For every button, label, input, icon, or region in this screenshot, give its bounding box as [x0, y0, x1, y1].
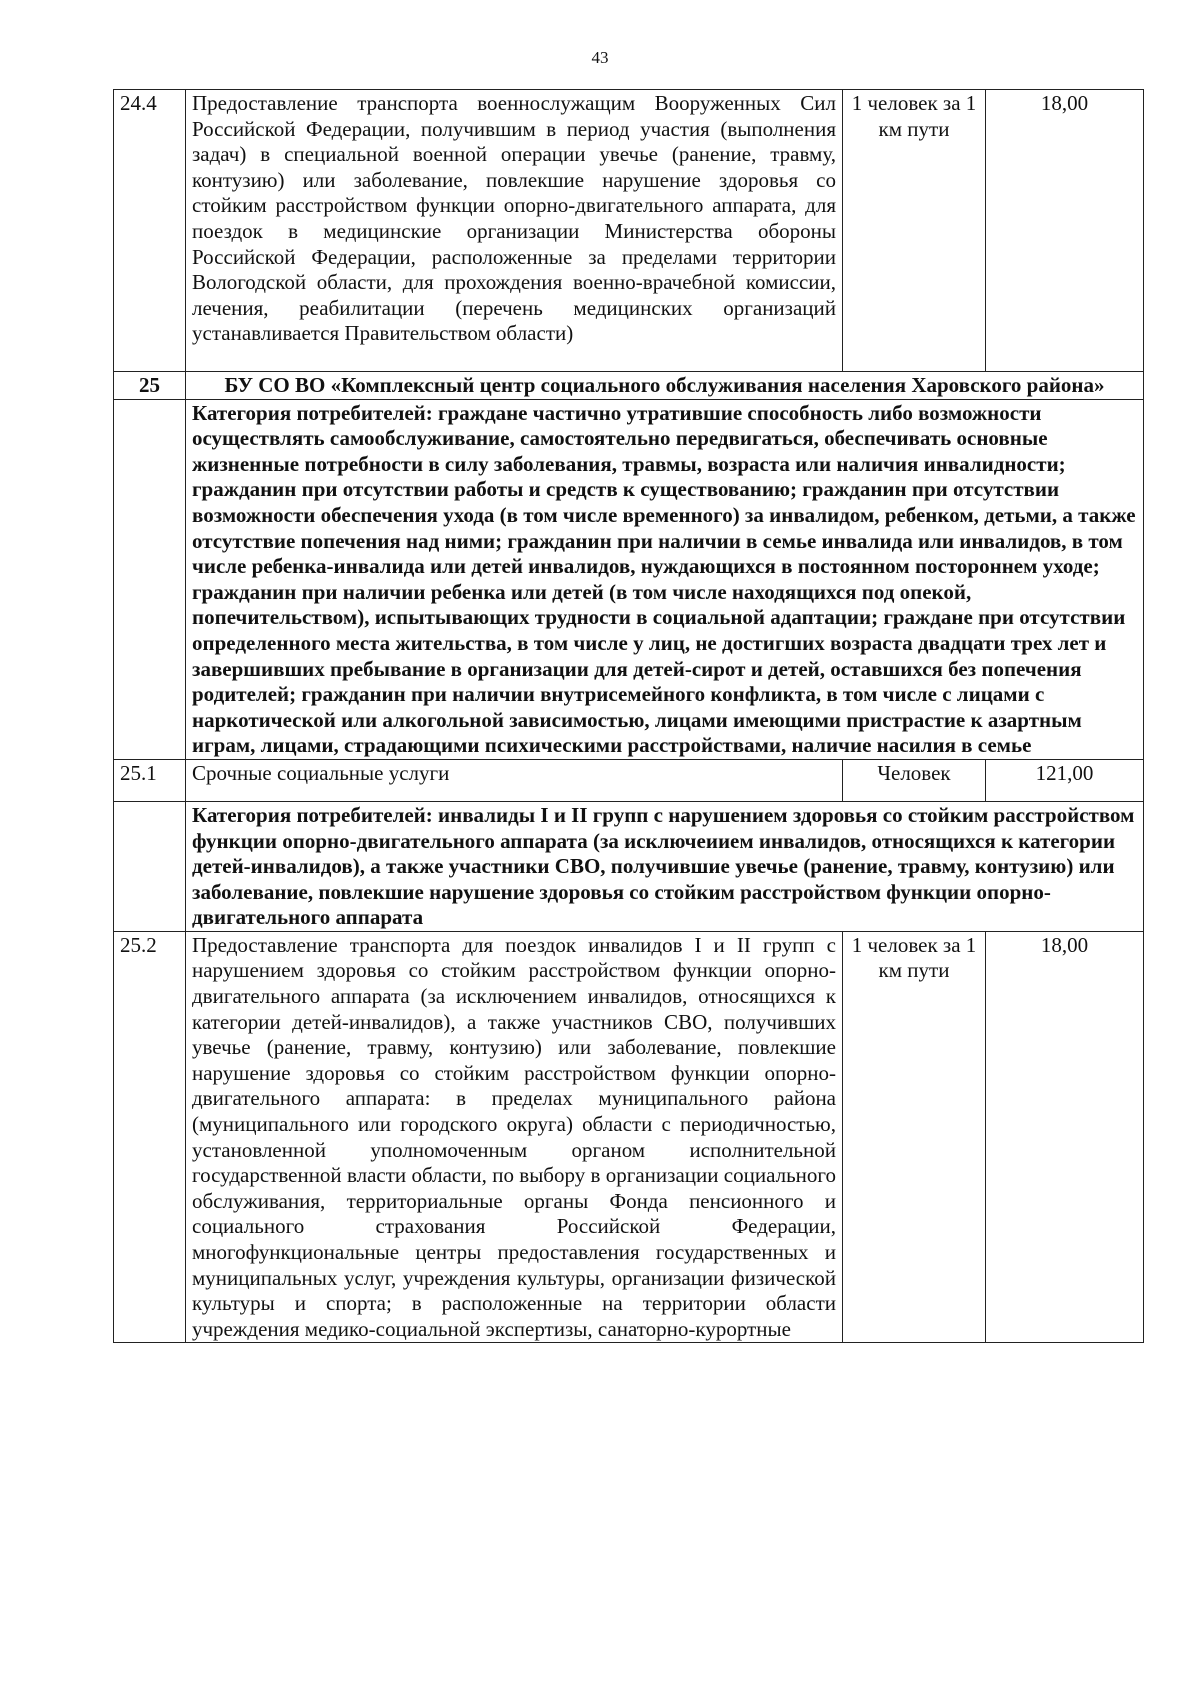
table-row-25-2 [114, 931, 1144, 1343]
table-row-24-4 [114, 90, 1144, 372]
tariff-price: 121,00 [986, 759, 1144, 801]
service-description: Предоставление транспорта военнослужащим Вооруженных Сил Российской Федерации, получившим в период участия (выполнения задач) в специальной военной операции увечье (ранение, травму, контузию) или заболевание, повлекшие нарушение здоровья со стойким расстройством функции опорно-двигательного аппарата, для поездок в медицинские организации Министерства обороны Российской Федерации, расположенные за пределами территории Вологодской области, для прохождения военно-врачебной комиссии, лечения, реабилитации (перечень медицинских организаций устанавливается Правительством области) [186, 90, 843, 372]
table-row-25 [114, 372, 1144, 400]
category-row [114, 399, 1144, 759]
empty-cell [114, 399, 186, 759]
consumer-category: Категория потребителей: инвалиды I и II групп с нарушением здоровья со стойким расстройством функции опорно-двигательного аппарата (за исключеиием инвалидов, относящихся к категории детей-инвалидов), а также участники СВО, получившие увечье (ранение, травму, контузию) или заболевание, повлекшие нарушение здоровья со стойким расстройством функции опорно-двигательного аппарата [186, 801, 1144, 931]
tariff-table [113, 89, 1144, 1343]
row-number: 25.2 [114, 931, 186, 1343]
unit-of-measure: 1 человек за 1 км пути [843, 931, 986, 1343]
table-row-25-1 [114, 759, 1144, 801]
row-number: 25.1 [114, 759, 186, 801]
unit-of-measure: 1 человек за 1 км пути [843, 90, 986, 372]
unit-of-measure: Человек [843, 759, 986, 801]
service-description: Срочные социальные услуги [186, 759, 843, 801]
consumer-category: Категория потребителей: граждане частично утратившие способность либо возможности осуществлять самообслуживание, самостоятельно передвигаться, обеспечивать основные жизненные потребности в силу заболевания, травмы, возраста или наличия инвалидности; гражданин при отсутствии работы и средств к существованию; гражданин при отсутствии возможности обеспечения ухода (в том числе временного) за инвалидом, ребенком, детьми, а также отсутствие попечения над ними; гражданин при наличии в семье инвалида или инвалидов, в том числе ребенка-инвалида или детей инвалидов, нуждающихся в постоянном постороннем уходе; гражданин при наличии ребенка или детей (в том числе находящихся под опекой, попечительством), испытывающих трудности в социальной адаптации; граждане при отсутствии определенного места жительства, в том числе у лиц, не достигших возраста двадцати трех лет и завершивших пребывание в организации для детей-сирот и детей, оставшихся без попечения родителей; гражданин при наличии внутрисемейного конфликта, в том числе с лицами с наркотической или алкогольной зависимостью, лицами имеющими пристрастие к азартным играм, лицами, страдающими психическими расстройствами, наличие насилия в семье [186, 399, 1144, 759]
empty-cell [114, 801, 186, 931]
category-row [114, 801, 1144, 931]
tariff-price: 18,00 [986, 931, 1144, 1343]
row-number: 24.4 [114, 90, 186, 372]
page-number: 43 [591, 48, 609, 67]
tariff-price: 18,00 [986, 90, 1144, 372]
row-number: 25 [114, 372, 186, 400]
organization-name: БУ СО ВО «Комплексный центр социального обслуживания населения Харовского района» [186, 372, 1144, 400]
service-description: Предоставление транспорта для поездок инвалидов I и II групп с нарушением здоровья со стойким расстройством функции опорно-двигательного аппарата (за исключением инвалидов, относящихся к категории детей-инвалидов), а также участников СВО, получивших увечье (ранение, травму, контузию) или заболевание, повлекшие нарушение здоровья со стойким расстройством функции опорно-двигательного аппарата: в пределах муниципального района (муниципального или городского округа) области с периодичностью, установленной уполномоченным органом исполнительной государственной власти области, по выбору в организации социального обслуживания, территориальные органы Фонда пенсионного и социального страхования Российской Федерации, многофункциональные центры предоставления государственных и муниципальных услуг, учреждения культуры, организации физической культуры и спорта; в расположенные на территории области учреждения медико-социальной экспертизы, санаторно-курортные [186, 931, 843, 1343]
